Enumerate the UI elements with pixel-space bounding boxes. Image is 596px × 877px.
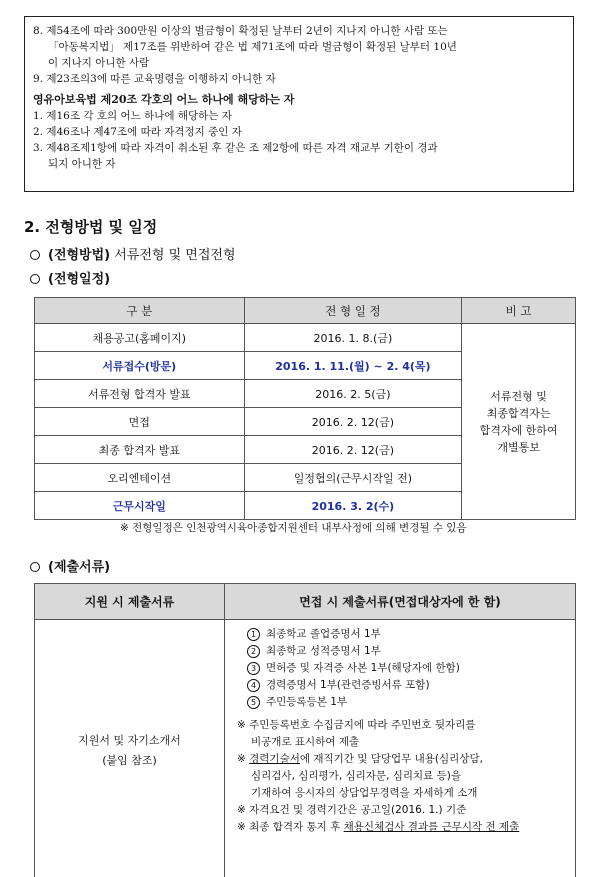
documents-table bbox=[34, 583, 576, 877]
disq-item-3-cont: 되지 아니한 자 bbox=[48, 158, 116, 170]
docs-header: 지원 시 제출서류 bbox=[35, 584, 225, 620]
schedule-item: 근무시작일 bbox=[35, 492, 245, 520]
list-item bbox=[237, 677, 565, 694]
list-item-text: 면허증 및 자격증 사본 1부(해당자에 한함) bbox=[266, 662, 460, 674]
schedule-label: (전형일정) bbox=[48, 272, 111, 287]
table-row bbox=[35, 324, 576, 352]
docs-label: (제출서류) bbox=[48, 560, 111, 575]
schedule-table bbox=[34, 297, 576, 520]
list-item-text: 경력증명서 1부(관련증빙서류 포함) bbox=[266, 679, 430, 691]
schedule-bullet bbox=[30, 268, 110, 287]
disqualification-box bbox=[24, 16, 574, 192]
schedule-footnote: ※ 전형일정은 인천광역시육아종합지원센터 내부사정에 의해 변경될 수 있음 bbox=[120, 522, 467, 534]
circle-bullet-icon bbox=[30, 250, 40, 260]
list-item bbox=[237, 626, 565, 643]
disq-line-1: 8. 제54조에 따라 300만원 이상의 벌금형이 확정된 날부터 2년이 지나지 아니한 사람 또는 bbox=[33, 25, 448, 37]
note-line: 기재하여 응시자의 상담업무경력을 자세하게 소개 bbox=[251, 787, 478, 799]
schedule-item: 서류접수(방문) bbox=[35, 352, 245, 380]
circled-number: 2 bbox=[247, 645, 260, 658]
note-underlined: 채용신체검사 결과를 근무시작 전 제출 bbox=[343, 821, 520, 833]
method-label: (전형방법) bbox=[48, 248, 111, 263]
note-line: 합격자에 한하여 bbox=[479, 423, 558, 437]
note-line bbox=[237, 819, 565, 836]
disq-line-4: 9. 제23조의3에 따른 교육명령을 이행하지 아니한 자 bbox=[33, 73, 276, 85]
circled-number: 1 bbox=[247, 628, 260, 641]
apply-docs-cell bbox=[35, 620, 225, 877]
method-text: 서류전형 및 면접전형 bbox=[110, 248, 236, 263]
note-text: 에 재직기간 및 담당업무 내용(심리상담, bbox=[299, 753, 483, 765]
docs-header-row bbox=[35, 584, 576, 620]
interview-docs-cell bbox=[225, 620, 576, 877]
list-item bbox=[237, 694, 565, 711]
schedule-date: 2016. 1. 8.(금) bbox=[244, 324, 462, 352]
note-line: ※ 주민등록번호 수집금지에 따라 주민번호 뒷자리를 bbox=[237, 719, 476, 731]
disq-item-1: 1. 제16조 각 호의 어느 하나에 해당하는 자 bbox=[33, 110, 232, 122]
schedule-header: 비 고 bbox=[462, 298, 576, 324]
list-item-text: 최종학교 성적증명서 1부 bbox=[266, 645, 381, 657]
schedule-date: 2016. 2. 12(금) bbox=[244, 436, 462, 464]
list-item bbox=[237, 660, 565, 677]
schedule-header: 전 형 일 정 bbox=[244, 298, 462, 324]
list-item-text: 주민등록등본 1부 bbox=[266, 696, 348, 708]
schedule-item: 최종 합격자 발표 bbox=[35, 436, 245, 464]
schedule-item: 채용공고(홈페이지) bbox=[35, 324, 245, 352]
docs-bullet bbox=[30, 556, 110, 575]
disq-line-3: 이 지나지 아니한 사람 bbox=[48, 57, 150, 69]
apply-docs-line: 지원서 및 자기소개서 bbox=[78, 733, 181, 747]
disq-subhead: 영유아보육법 제20조 각호의 어느 하나에 해당하는 자 bbox=[33, 93, 295, 106]
note-underlined: 경력기술서 bbox=[249, 753, 300, 765]
section-title: 2. 전형방법 및 일정 bbox=[24, 218, 158, 236]
circle-bullet-icon bbox=[30, 562, 40, 572]
method-bullet bbox=[30, 244, 236, 263]
note-line: 비공개로 표시하여 제출 bbox=[251, 736, 360, 748]
schedule-item: 오리엔테이션 bbox=[35, 464, 245, 492]
schedule-item: 면접 bbox=[35, 408, 245, 436]
disq-item-3: 3. 제48조제1항에 따라 자격이 취소된 후 같은 조 제2항에 따른 자격 재교부 기한이 경과 bbox=[33, 142, 438, 154]
note-line: ※ 자격요건 및 경력기간은 공고일(2016. 1.) 기준 bbox=[237, 804, 467, 816]
disq-line-2: 「아동복지법」 제17조를 위반하여 같은 법 제71조에 따라 벌금형이 확정된 날부터 10년 bbox=[48, 41, 457, 53]
schedule-header-row bbox=[35, 298, 576, 324]
schedule-date: 2016. 2. 5(금) bbox=[244, 380, 462, 408]
schedule-date: 2016. 3. 2(수) bbox=[244, 492, 462, 520]
note-line: 심리검사, 심리평가, 심리자문, 심리치료 등)을 bbox=[251, 770, 462, 782]
note-line bbox=[237, 751, 565, 768]
circled-number: 5 bbox=[247, 696, 260, 709]
schedule-note bbox=[462, 324, 576, 520]
note-line: 개별통보 bbox=[497, 440, 540, 454]
table-row bbox=[35, 620, 576, 877]
note-prefix: ※ 최종 합격자 통지 후 bbox=[237, 821, 344, 833]
schedule-item: 서류전형 합격자 발표 bbox=[35, 380, 245, 408]
docs-header: 면접 시 제출서류(면접대상자에 한 함) bbox=[225, 584, 576, 620]
schedule-date: 일정협의(근무시작일 전) bbox=[244, 464, 462, 492]
list-item bbox=[237, 643, 565, 660]
note-line: 서류전형 및 bbox=[490, 389, 547, 403]
schedule-date: 2016. 1. 11.(월) ~ 2. 4(목) bbox=[244, 352, 462, 380]
circle-bullet-icon bbox=[30, 274, 40, 284]
disq-item-2: 2. 제46조나 제47조에 따라 자격정지 중인 자 bbox=[33, 126, 242, 138]
note-prefix: ※ bbox=[237, 753, 250, 765]
list-item-text: 최종학교 졸업증명서 1부 bbox=[266, 628, 381, 640]
circled-number: 3 bbox=[247, 662, 260, 675]
schedule-date: 2016. 2. 12(금) bbox=[244, 408, 462, 436]
note-line: 최종합격자는 bbox=[486, 406, 551, 420]
apply-docs-line: (붙임 참조) bbox=[102, 753, 157, 767]
schedule-header: 구 분 bbox=[35, 298, 245, 324]
circled-number: 4 bbox=[247, 679, 260, 692]
